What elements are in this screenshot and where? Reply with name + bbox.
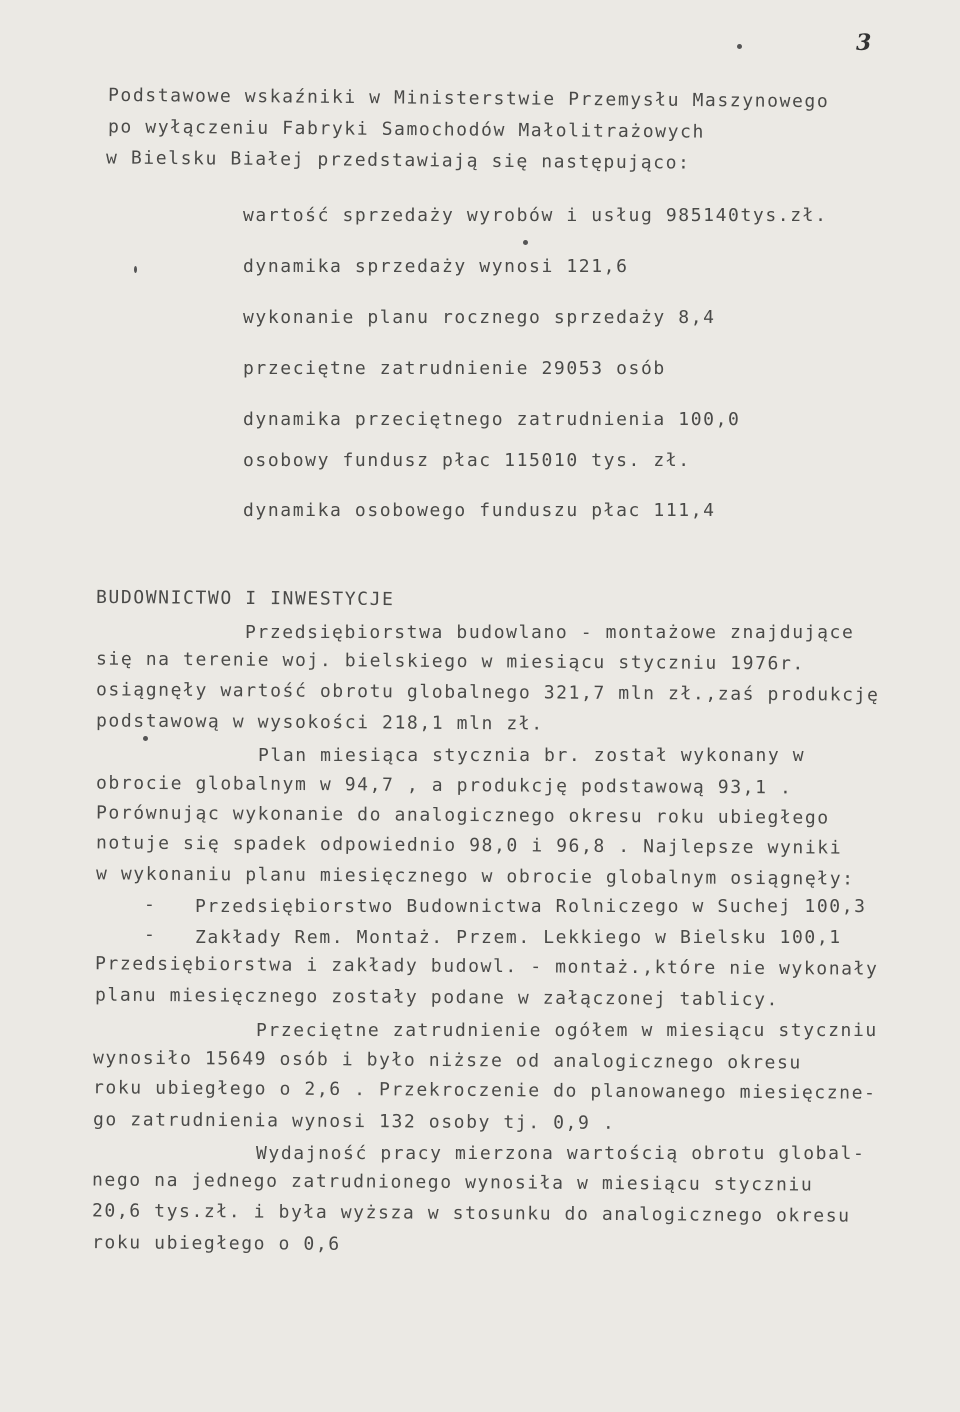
intro-line: Podstawowe wskaźniki w Ministerstwie Przemysłu Maszynowego xyxy=(107,84,830,113)
body-line: Porównując wykonanie do analogicznego okresu roku ubiegłego xyxy=(95,802,830,829)
intro-line: po wyłączeniu Fabryki Samochodów Małolitrażowych xyxy=(107,116,706,143)
body-line: obrocie globalnym w 94,7 , a produkcję podstawową 93,1 . xyxy=(95,772,793,799)
indicator-line: wykonanie planu rocznego sprzedaży 8,4 xyxy=(243,307,716,328)
indicator-line: dynamika sprzedaży wynosi 121,6 xyxy=(243,256,629,277)
intro-line: w Bielsku Białej przedstawiają się następująco: xyxy=(105,147,691,174)
body-line: roku ubiegłego o 0,6 xyxy=(91,1232,341,1255)
indicator-line: dynamika przeciętnego zatrudnienia 100,0 xyxy=(243,409,741,430)
list-dash: - xyxy=(144,924,157,945)
body-line: w wykonaniu planu miesięcznego w obrocie globalnym osiągnęły: xyxy=(95,863,855,890)
body-line: Przeciętne zatrudnienie ogółem w miesiącu styczniu xyxy=(256,1020,878,1041)
body-line: podstawową w wysokości 218,1 mln zł. xyxy=(95,710,544,735)
speck-mark xyxy=(523,240,528,245)
indicator-line: wartość sprzedaży wyrobów i usług 985140tys.zł. xyxy=(243,205,828,226)
page-number: 3 xyxy=(856,30,872,56)
body-line: Przedsiębiorstwa i zakłady budowl. - montaż.,które nie wykonały xyxy=(94,953,879,980)
body-line: Przedsiębiorstwa budowlano - montażowe znajdujące xyxy=(245,622,855,643)
indicator-line: dynamika osobowego funduszu płac 111,4 xyxy=(243,500,716,521)
list-dash: - xyxy=(144,894,157,915)
list-item: Przedsiębiorstwo Budownictwa Rolniczego w Suchej 100,3 xyxy=(195,896,867,917)
speck-mark xyxy=(134,266,137,273)
section-heading: BUDOWNICTWO I INWESTYCJE xyxy=(95,586,395,611)
body-line: notuje się spadek odpowiednio 98,0 i 96,8 . Najlepsze wyniki xyxy=(95,832,843,859)
body-line: osiągnęły wartość obrotu globalnego 321,7 mln zł.,zaś produkcję xyxy=(95,679,880,706)
body-line: nego na jednego zatrudnionego wynosiła w miesiącu styczniu xyxy=(91,1169,814,1196)
list-item: Zakłady Rem. Montaż. Przem. Lekkiego w Bielsku 100,1 xyxy=(195,927,842,948)
speck-mark xyxy=(737,44,742,49)
body-line: Plan miesiąca stycznia br. został wykonany w xyxy=(258,745,806,766)
body-line: wynosiło 15649 osób i było niższe od analogicznego okresu xyxy=(92,1047,802,1074)
body-line: 20,6 tys.zł. i była wyższa w stosunku do analogicznego okresu xyxy=(91,1200,851,1227)
indicator-line: osobowy fundusz płac 115010 tys. zł. xyxy=(243,450,691,471)
speck-mark xyxy=(143,736,148,741)
body-line: planu miesięcznego zostały podane w załączonej tablicy. xyxy=(94,984,780,1011)
body-line: się na terenie woj. bielskiego w miesiącu styczniu 1976r. xyxy=(95,648,805,675)
body-line: roku ubiegłego o 2,6 . Przekroczenie do planowanego miesięczne- xyxy=(92,1077,877,1104)
body-line: go zatrudnienia wynosi 132 osoby tj. 0,9 . xyxy=(92,1109,616,1134)
body-line: Wydajność pracy mierzona wartością obrotu global- xyxy=(256,1143,866,1164)
indicator-line: przeciętne zatrudnienie 29053 osób xyxy=(243,358,666,379)
